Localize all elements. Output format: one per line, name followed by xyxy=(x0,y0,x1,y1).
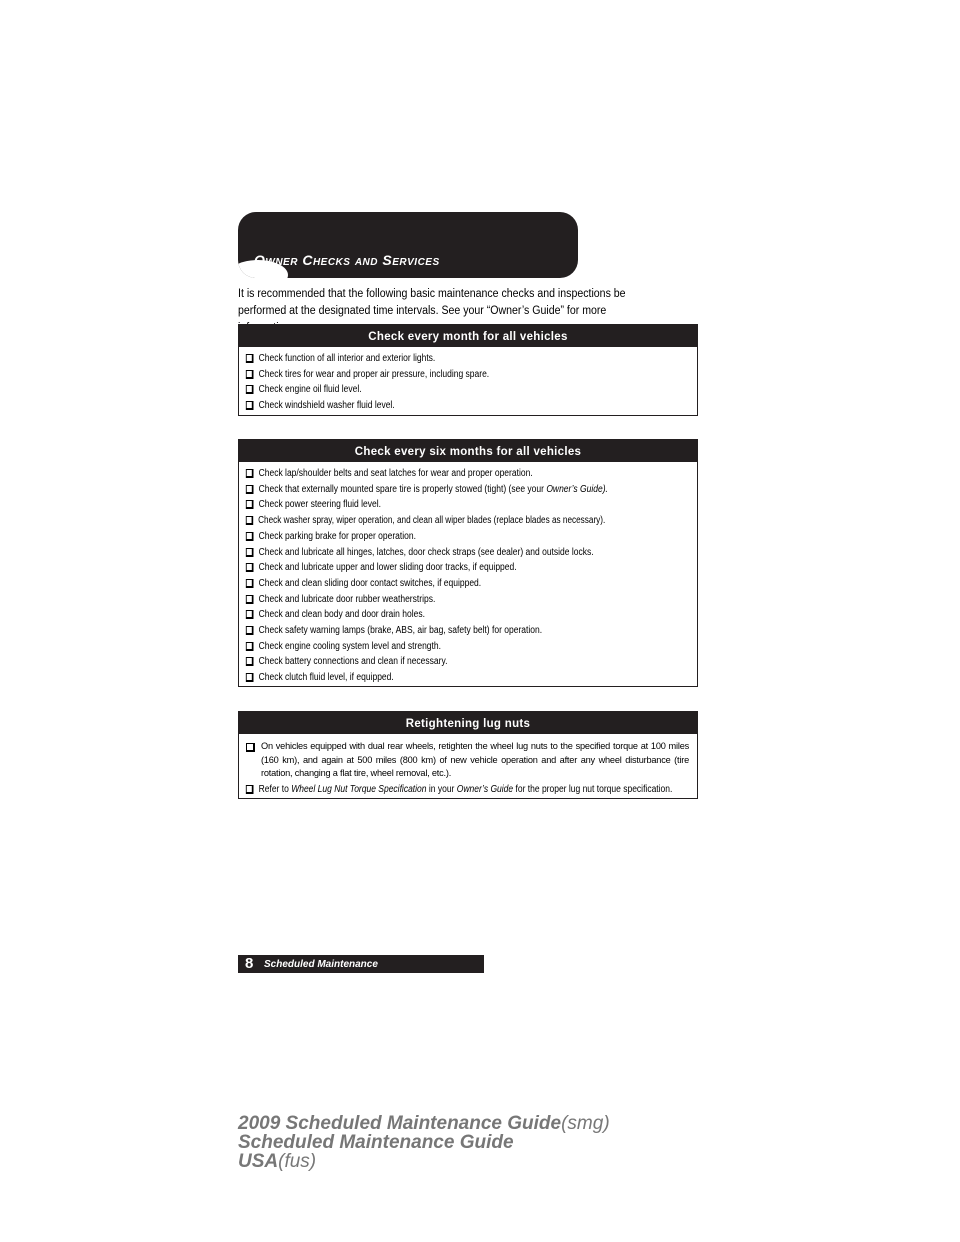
list-item: Check safety warning lamps (brake, ABS, air bag, safety belt) for operation. xyxy=(245,623,622,639)
doc-footer-line-3: USA(fus) xyxy=(238,1151,317,1172)
checkbox-icon[interactable] xyxy=(246,563,254,572)
doc-footer-line-1: 2009 Scheduled Maintenance Guide(smg) xyxy=(238,1113,610,1134)
section-header-tab xyxy=(238,212,578,278)
list-item: Check washer spray, wiper operation, and clean all wiper blades (replace blades as necessary). xyxy=(245,513,609,529)
six-month-checks-list xyxy=(239,462,697,692)
list-item: Check parking brake for proper operation. xyxy=(245,529,622,545)
list-item: Check function of all interior and exterior lights. xyxy=(245,351,622,367)
list-item: Refer to Wheel Lug Nut Torque Specification in your Owner’s Guide for the proper lug nut torque specification. xyxy=(245,782,622,798)
checkbox-icon[interactable] xyxy=(246,579,254,588)
list-item: Check power steering fluid level. xyxy=(245,497,622,513)
list-item: Check windshield washer fluid level. xyxy=(245,398,622,414)
monthly-checks-title: Check every month for all vehicles xyxy=(239,325,697,347)
list-item: Check engine oil fluid level. xyxy=(245,382,622,398)
list-item: Check and lubricate door rubber weatherstrips. xyxy=(245,592,622,608)
checkbox-icon[interactable] xyxy=(246,642,254,651)
six-month-checks-title: Check every six months for all vehicles xyxy=(239,440,697,462)
list-item: Check lap/shoulder belts and seat latches for wear and proper operation. xyxy=(245,466,622,482)
list-item: Check battery connections and clean if necessary. xyxy=(245,654,622,670)
page-number: 8 xyxy=(245,955,254,972)
checkbox-icon[interactable] xyxy=(246,673,254,682)
lug-nuts-list xyxy=(239,734,697,803)
lug-nuts-title: Retightening lug nuts xyxy=(239,712,697,734)
checkbox-icon[interactable] xyxy=(246,385,254,394)
checkbox-icon[interactable] xyxy=(246,532,254,541)
checkbox-icon[interactable] xyxy=(246,595,254,604)
owners-guide-ref: Owner’s Guide). xyxy=(546,483,608,495)
intro-paragraph: It is recommended that the following basic maintenance checks and inspections be performed at the designated time intervals. See your “Owner’s Guide” for more xyxy=(238,288,626,317)
list-item: Check that externally mounted spare tire is properly stowed (tight) (see your Owner’s Guide). xyxy=(245,482,622,498)
checkbox-icon[interactable] xyxy=(246,401,254,410)
footer-section-label: Scheduled Maintenance xyxy=(264,959,378,970)
list-item: Check and clean sliding door contact switches, if equipped. xyxy=(245,576,622,592)
page-footer-bar xyxy=(238,955,484,973)
list-item: Check clutch fluid level, if equipped. xyxy=(245,670,622,686)
checkbox-icon[interactable] xyxy=(246,500,254,509)
checkbox-icon[interactable] xyxy=(246,610,254,619)
list-item: Check and lubricate all hinges, latches, door check straps (see dealer) and outside locks. xyxy=(245,545,622,561)
list-item: On vehicles equipped with dual rear wheels, retighten the wheel lug nuts to the specified torque at 100 miles (160 km), and again at 500 miles (800 km) of new vehicle operation and after any wheel disturbance (tire rotation, changing a flat tire, wheel removal, etc.). xyxy=(245,740,689,781)
checkbox-icon[interactable] xyxy=(246,743,255,752)
checkbox-icon[interactable] xyxy=(246,469,254,478)
checkbox-icon[interactable] xyxy=(246,785,254,794)
doc-footer-line-2: Scheduled Maintenance Guide xyxy=(238,1132,514,1153)
list-item: Check engine cooling system level and strength. xyxy=(245,639,622,655)
list-item: Check and lubricate upper and lower sliding door tracks, if equipped. xyxy=(245,560,622,576)
monthly-checks-box xyxy=(238,324,698,416)
six-month-checks-box xyxy=(238,439,698,687)
document-footer xyxy=(238,1114,610,1171)
checkbox-icon[interactable] xyxy=(246,626,254,635)
checkbox-icon[interactable] xyxy=(246,657,254,666)
monthly-checks-list xyxy=(239,347,697,420)
checkbox-icon[interactable] xyxy=(246,485,254,494)
page-title: Owner Checks and Services xyxy=(254,252,440,268)
list-item: Check and clean body and door drain holes. xyxy=(245,607,622,623)
lug-nuts-box xyxy=(238,711,698,799)
checkbox-icon[interactable] xyxy=(246,548,254,557)
checkbox-icon[interactable] xyxy=(246,354,254,363)
checkbox-icon[interactable] xyxy=(246,370,254,379)
checkbox-icon[interactable] xyxy=(246,516,253,525)
list-item: Check tires for wear and proper air pressure, including spare. xyxy=(245,367,622,383)
